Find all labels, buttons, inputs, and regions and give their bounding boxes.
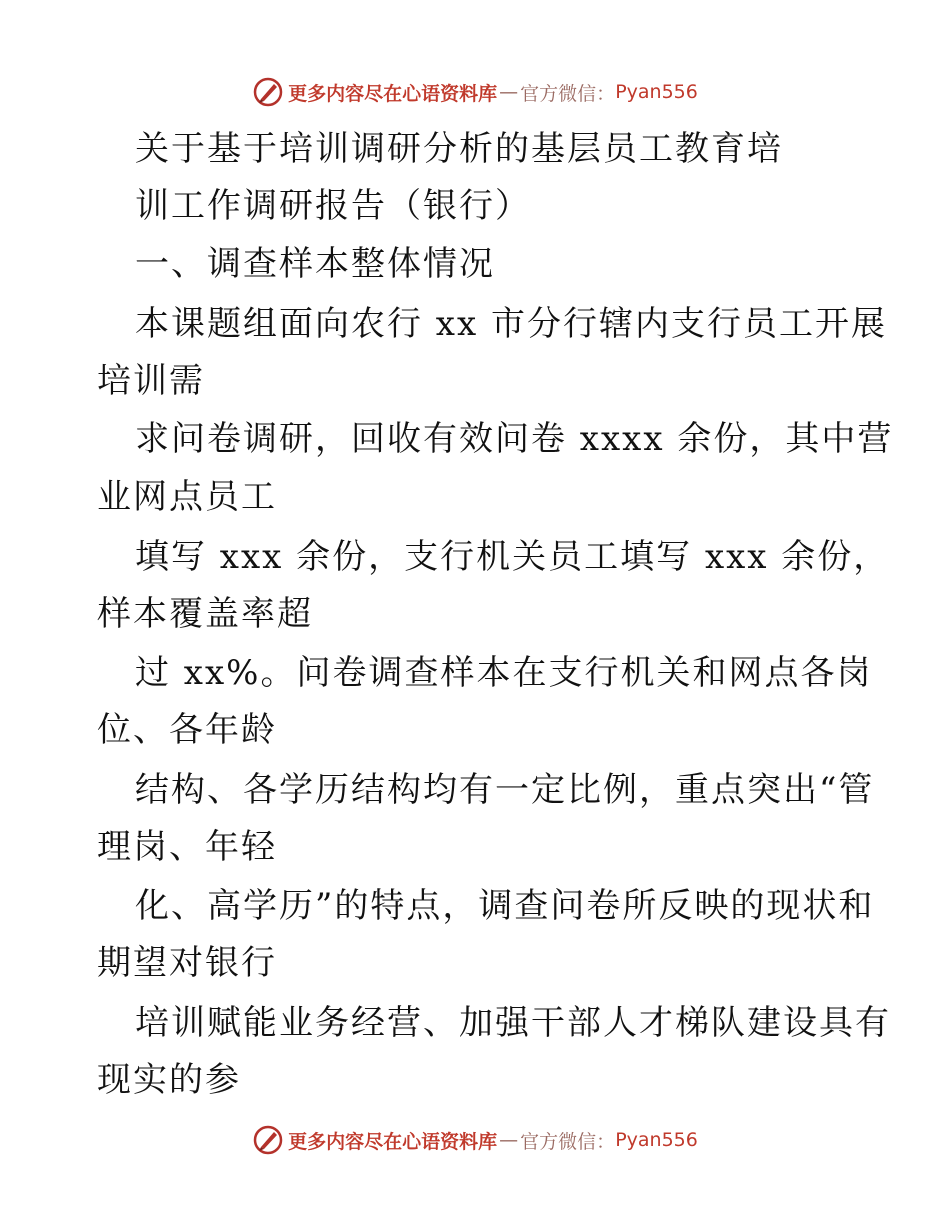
body-text-line: 过 xx%。问卷调查样本在支行机关和网点各岗: [135, 653, 873, 693]
body-text-line: 填写 xxx 余份，支行机关员工填写 xxx 余份，: [135, 537, 890, 577]
watermark-wechat-id: Pyan556: [615, 81, 698, 103]
body-text-line: 理岗、年轻: [97, 827, 277, 867]
watermark-wechat-label: 官方微信：: [520, 1130, 616, 1153]
footer-watermark-banner: [0, 1120, 950, 1160]
document-title-line-2: 训工作调研报告（银行）: [135, 186, 531, 226]
body-text-line: 培训赋能业务经营、加强干部人才梯队建设具有: [135, 1003, 891, 1043]
watermark-site-text: 更多内容尽在心语资料库: [288, 1130, 498, 1153]
section-heading: 一、调查样本整体情况: [135, 244, 495, 284]
watermark-separator: —: [499, 1129, 519, 1151]
body-text-line: 结构、各学历结构均有一定比例，重点突出“管: [135, 770, 875, 810]
body-text-line: 位、各年龄: [97, 710, 277, 750]
body-text-line: 现实的参: [97, 1060, 241, 1100]
watermark-site-text: 更多内容尽在心语资料库: [288, 82, 498, 105]
body-text-line: 样本覆盖率超: [97, 594, 313, 634]
watermark-wechat-id: Pyan556: [615, 1129, 698, 1151]
body-text-line: 化、高学历”的特点，调查问卷所反映的现状和: [135, 886, 875, 926]
body-text-line: 期望对银行: [97, 943, 277, 983]
body-text-line: 求问卷调研，回收有效问卷 xxxx 余份，其中营: [135, 419, 894, 459]
body-text-line: 本课题组面向农行 xx 市分行辖内支行员工开展: [135, 304, 887, 344]
watermark-wechat-label: 官方微信：: [520, 82, 616, 105]
document-title-line-1: 关于基于培训调研分析的基层员工教育培: [135, 129, 783, 169]
watermark-separator: —: [499, 81, 519, 103]
body-text-line: 业网点员工: [97, 477, 277, 517]
body-text-line: 培训需: [97, 361, 205, 401]
pen-logo-icon: [252, 1124, 284, 1156]
